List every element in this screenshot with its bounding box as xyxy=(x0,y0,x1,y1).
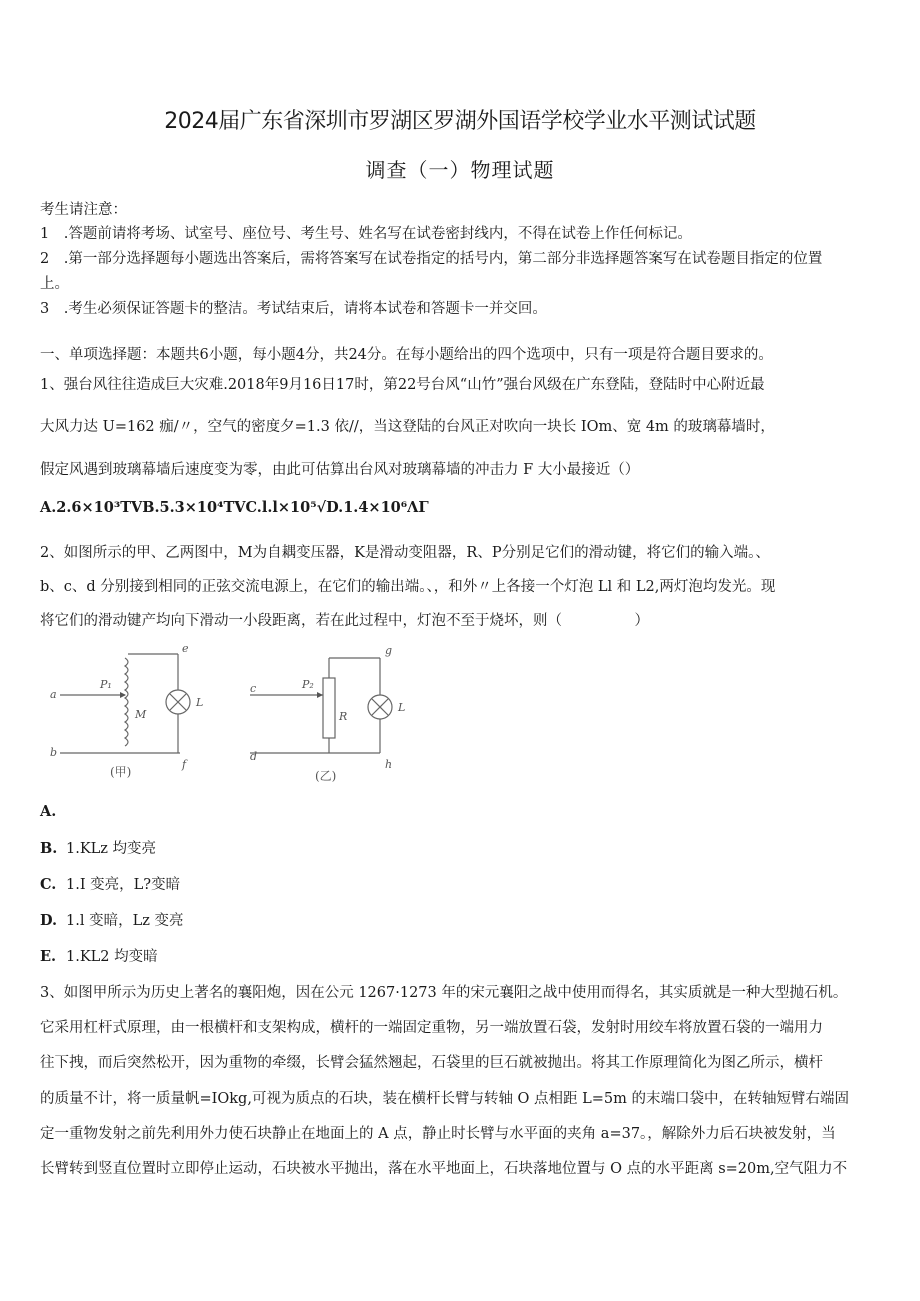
notice-heading: 考生请注意： xyxy=(40,202,127,218)
q2-circuit-figure xyxy=(40,640,420,790)
q2-option-c xyxy=(40,873,180,894)
label-l1: L xyxy=(196,696,204,709)
q1-options: A.2.6×10³TVB.5.3×10⁴TVC.l.l×10⁵√D.1.4×10⁶ΛΓ xyxy=(40,499,429,516)
q2-line-3: 将它们的滑动键产均向下滑动一小段距离，若在此过程中，灯泡不至于烧坏，则（ ） xyxy=(40,613,649,629)
label-c: c xyxy=(250,682,257,695)
q2-line-2: b、c、d 分别接到相同的正弦交流电源上，在它们的输出端。、，和外〃上各接一个灯泡 Ll 和 L2,两灯泡均发光。现 xyxy=(40,579,776,595)
label-p1: P₁ xyxy=(100,678,112,691)
q3-line-2: 它采用杠杆式原理，由一根横杆和支架构成，横杆的一端固定重物，另一端放置石袋，发射时用绞车将放置石袋的一端用力 xyxy=(40,1020,823,1036)
label-e: e xyxy=(182,642,189,655)
arrow-p2-icon xyxy=(317,692,323,698)
page-subtitle: 调查（一）物理试题 xyxy=(365,158,555,182)
label-g: g xyxy=(385,644,393,657)
option-label: A. xyxy=(40,803,57,820)
arrow-p1-icon xyxy=(120,692,126,698)
notice-item-2-cont: 上。 xyxy=(40,276,69,292)
q3-line-1: 3、如图甲所示为历史上著名的襄阳炮，因在公元 1267·1273 年的宋元襄阳之战中使用而得名，其实质就是一种大型抛石机。 xyxy=(40,985,848,1001)
notice-item-2: 2 .第一部分选择题每小题选出答案后，需将答案写在试卷指定的括号内，第二部分非选择题答案写在试卷题目指定的位置 xyxy=(40,251,823,267)
option-label: D. xyxy=(40,912,58,929)
option-label: B. xyxy=(40,840,58,857)
option-text: 1.KLz 均变亮 xyxy=(66,841,157,857)
label-m: M xyxy=(135,708,147,721)
label-f: f xyxy=(182,758,187,771)
q1-line-1: 1、强台风往往造成巨大灾难.2018年9月16日17时，第22号台风“山竹”强台风级在广东登陆，登陆时中心附近最 xyxy=(40,377,765,393)
caption-right: (乙) xyxy=(315,769,337,783)
label-l2: L xyxy=(398,701,406,714)
option-text: 1.KL2 均变暗 xyxy=(66,949,158,965)
label-d: d xyxy=(250,750,258,763)
q3-line-4: 的质量不计，将一质量帆=IOkg,可视为质点的石块，装在横杆长臂与转轴 O 点相距 L=5m 的末端口袋中，在转轴短臂右端固 xyxy=(40,1091,850,1107)
q2-option-a xyxy=(40,803,66,820)
q2-option-b xyxy=(40,837,156,858)
section-heading: 一、单项选择题：本题共6小题，每小题4分，共24分。在每小题给出的四个选项中，只有一项是符合题目要求的。 xyxy=(40,347,773,363)
option-text: 1.I 变亮，L?变暗 xyxy=(66,877,181,893)
rheostat-r-icon xyxy=(323,678,335,738)
q2-line-1: 2、如图所示的甲、乙两图中，M为自耦变压器，K是滑动变阻器，R、P分别足它们的滑动键，将它们的输入端。、 xyxy=(40,545,770,561)
notice-item-3: 3 .考生必须保证答题卡的整洁。考试结束后，请将本试卷和答题卡一并交回。 xyxy=(40,301,547,317)
label-a: a xyxy=(50,688,57,701)
q2-option-e xyxy=(40,945,158,966)
q3-line-6: 长臂转到竖直位置时立即停止运动，石块被水平抛出，落在水平地面上，石块落地位置与 O 点的水平距离 s=20m,空气阻力不 xyxy=(40,1161,848,1177)
circuit-diagrams-svg xyxy=(40,640,420,790)
label-p2: P₂ xyxy=(302,678,314,691)
caption-left: (甲) xyxy=(110,765,132,779)
q1-line-2: 大风力达 U=162 痂/〃，空气的密度夕=1.3 依//，当这登陆的台风正对吹向一块长 IOm、宽 4m 的玻璃幕墙时， xyxy=(40,419,775,435)
option-label: E. xyxy=(40,948,57,965)
label-r: R xyxy=(339,710,348,723)
option-label: C. xyxy=(40,876,57,893)
label-h: h xyxy=(385,758,393,771)
notice-item-1: 1 .答题前请将考场、试室号、座位号、考生号、姓名写在试卷密封线内，不得在试卷上作任何标记。 xyxy=(40,226,692,242)
q3-line-5: 定一重物发射之前先利用外力使石块静止在地面上的 A 点，静止时长臂与水平面的夹角 a=37。，解除外力后石块被发射，当 xyxy=(40,1126,836,1142)
q3-line-3: 往下拽，而后突然松开，因为重物的牵缀，长臂会猛然翘起，石袋里的巨石就被抛出。将其工作原理简化为图乙所示，横杆 xyxy=(40,1055,823,1071)
q2-option-d xyxy=(40,909,183,930)
label-b: b xyxy=(50,746,58,759)
q1-line-3: 假定风遇到玻璃幕墙后速度变为零，由此可估算出台风对玻璃幕墙的冲击力 F 大小最接近（） xyxy=(40,462,640,478)
page-title: 2024届广东省深圳市罗湖区罗湖外国语学校学业水平测试试题 xyxy=(164,109,756,134)
option-text: 1.l 变暗，Lz 变亮 xyxy=(66,913,184,929)
autotransformer-coil xyxy=(125,658,128,746)
